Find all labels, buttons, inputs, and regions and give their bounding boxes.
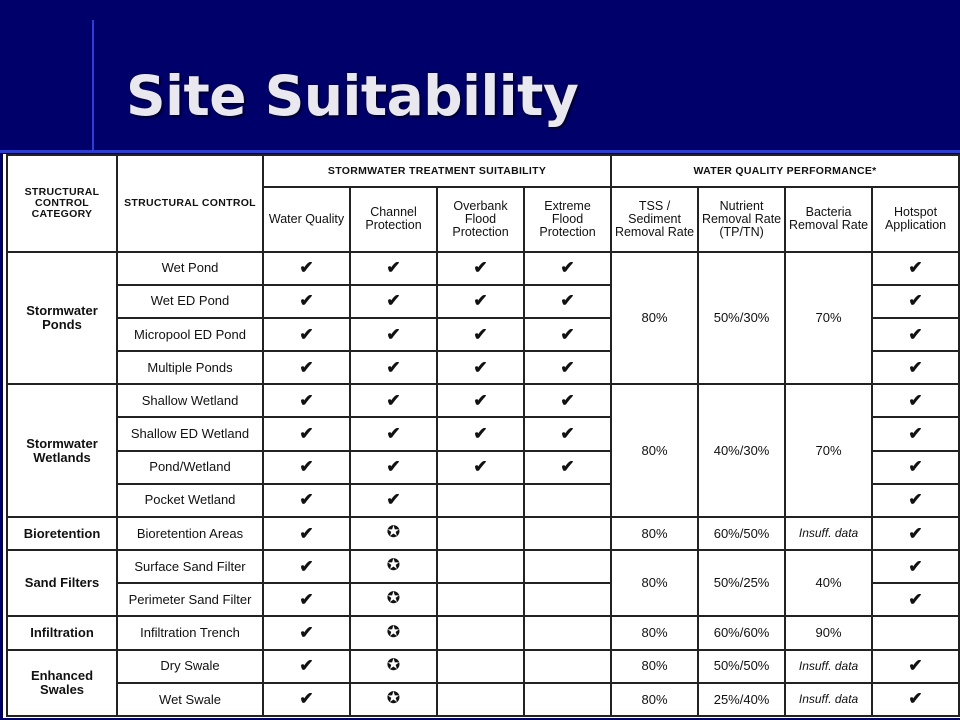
star-icon: ✪	[350, 550, 437, 583]
sand-bacteria-value: 40%	[785, 550, 872, 616]
title-vertical-rule	[92, 20, 94, 152]
check-icon: ✔	[263, 650, 350, 683]
category-sand-filters: Sand Filters	[7, 550, 117, 616]
check-icon: ✔	[524, 417, 611, 450]
empty-cell	[437, 650, 524, 683]
control-infiltration-trench: Infiltration Trench	[117, 616, 263, 649]
check-icon: ✔	[263, 616, 350, 649]
check-icon: ✔	[263, 384, 350, 417]
control-pocket-wetland: Pocket Wetland	[117, 484, 263, 517]
bioretention-nutrient-value: 60%/50%	[698, 517, 785, 550]
check-icon: ✔	[350, 252, 437, 285]
wetlands-nutrient-value: 40%/30%	[698, 384, 785, 517]
check-icon: ✔	[437, 285, 524, 318]
check-icon: ✔	[872, 451, 959, 484]
check-icon: ✔	[524, 252, 611, 285]
check-icon: ✔	[350, 285, 437, 318]
dry-swale-tss-value: 80%	[611, 650, 698, 683]
header-category: STRUCTURAL CONTROL CATEGORY	[7, 155, 117, 252]
check-icon: ✔	[524, 285, 611, 318]
header-control: STRUCTURAL CONTROL	[117, 155, 263, 252]
table-row	[7, 650, 960, 683]
check-icon: ✔	[350, 451, 437, 484]
check-icon: ✔	[263, 583, 350, 616]
table-row	[7, 517, 960, 550]
check-icon: ✔	[524, 318, 611, 351]
table-row	[7, 550, 960, 583]
bioretention-tss-value: 80%	[611, 517, 698, 550]
check-icon: ✔	[872, 285, 959, 318]
slide-title: Site Suitability	[126, 64, 579, 128]
star-icon: ✪	[350, 616, 437, 649]
check-icon: ✔	[872, 550, 959, 583]
star-icon: ✪	[350, 517, 437, 550]
check-icon: ✔	[437, 252, 524, 285]
ponds-tss-value: 80%	[611, 252, 698, 385]
check-icon: ✔	[263, 351, 350, 384]
ponds-bacteria-value: 70%	[785, 252, 872, 385]
wet-swale-bacteria-value: Insuff. data	[785, 683, 872, 716]
check-icon: ✔	[263, 417, 350, 450]
check-icon: ✔	[872, 318, 959, 351]
table-row	[7, 683, 960, 716]
header-channel-protection: Channel Protection	[350, 187, 437, 251]
check-icon: ✔	[872, 683, 959, 716]
table-row	[7, 252, 960, 285]
table-row	[7, 384, 960, 417]
check-icon: ✔	[263, 451, 350, 484]
control-pond-wetland: Pond/Wetland	[117, 451, 263, 484]
wetlands-tss-value: 80%	[611, 384, 698, 517]
control-shallow-ed-wetland: Shallow ED Wetland	[117, 417, 263, 450]
bioretention-bacteria-value: Insuff. data	[785, 517, 872, 550]
control-wet-pond: Wet Pond	[117, 252, 263, 285]
category-stormwater-wetlands: Stormwater Wetlands	[7, 384, 117, 517]
control-wet-swale: Wet Swale	[117, 683, 263, 716]
control-multiple-ponds: Multiple Ponds	[117, 351, 263, 384]
check-icon: ✔	[263, 318, 350, 351]
control-wet-ed-pond: Wet ED Pond	[117, 285, 263, 318]
check-icon: ✔	[872, 252, 959, 285]
left-edge	[0, 154, 3, 720]
table-row	[7, 616, 960, 649]
header-nutrient-removal: Nutrient Removal Rate (TP/TN)	[698, 187, 785, 251]
empty-cell	[524, 517, 611, 550]
empty-cell	[437, 583, 524, 616]
check-icon: ✔	[872, 583, 959, 616]
star-icon: ✪	[350, 650, 437, 683]
empty-cell	[437, 683, 524, 716]
check-icon: ✔	[524, 351, 611, 384]
dry-swale-nutrient-value: 50%/50%	[698, 650, 785, 683]
category-stormwater-ponds: Stormwater Ponds	[7, 252, 117, 385]
header-bacteria-removal: Bacteria Removal Rate	[785, 187, 872, 251]
wet-swale-tss-value: 80%	[611, 683, 698, 716]
check-icon: ✔	[350, 484, 437, 517]
empty-cell	[437, 517, 524, 550]
control-micropool-ed-pond: Micropool ED Pond	[117, 318, 263, 351]
check-icon: ✔	[872, 351, 959, 384]
empty-cell	[524, 683, 611, 716]
control-surface-sand-filter: Surface Sand Filter	[117, 550, 263, 583]
header-hotspot-application: Hotspot Application	[872, 187, 959, 251]
header-water-quality-performance: WATER QUALITY PERFORMANCE*	[611, 155, 959, 187]
infiltration-nutrient-value: 60%/60%	[698, 616, 785, 649]
empty-cell	[524, 550, 611, 583]
check-icon: ✔	[263, 550, 350, 583]
check-icon: ✔	[350, 384, 437, 417]
empty-cell	[437, 550, 524, 583]
check-icon: ✔	[437, 417, 524, 450]
check-icon: ✔	[263, 484, 350, 517]
title-horizontal-rule	[0, 150, 960, 153]
check-icon: ✔	[350, 351, 437, 384]
header-row-group	[7, 155, 960, 187]
header-stormwater-suitability: STORMWATER TREATMENT SUITABILITY	[263, 155, 611, 187]
check-icon: ✔	[437, 384, 524, 417]
sand-tss-value: 80%	[611, 550, 698, 616]
infiltration-bacteria-value: 90%	[785, 616, 872, 649]
ponds-nutrient-value: 50%/30%	[698, 252, 785, 385]
check-icon: ✔	[263, 252, 350, 285]
site-suitability-table	[6, 154, 960, 717]
empty-cell	[437, 484, 524, 517]
control-dry-swale: Dry Swale	[117, 650, 263, 683]
check-icon: ✔	[872, 517, 959, 550]
check-icon: ✔	[263, 517, 350, 550]
wetlands-bacteria-value: 70%	[785, 384, 872, 517]
header-tss-removal: TSS / Sediment Removal Rate	[611, 187, 698, 251]
check-icon: ✔	[350, 417, 437, 450]
suitability-table-panel	[3, 154, 960, 718]
wet-swale-nutrient-value: 25%/40%	[698, 683, 785, 716]
empty-cell	[872, 616, 959, 649]
check-icon: ✔	[872, 384, 959, 417]
sand-nutrient-value: 50%/25%	[698, 550, 785, 616]
category-bioretention: Bioretention	[7, 517, 117, 550]
check-icon: ✔	[263, 285, 350, 318]
control-bioretention-areas: Bioretention Areas	[117, 517, 263, 550]
check-icon: ✔	[524, 384, 611, 417]
check-icon: ✔	[524, 451, 611, 484]
header-water-quality: Water Quality	[263, 187, 350, 251]
infiltration-tss-value: 80%	[611, 616, 698, 649]
dry-swale-bacteria-value: Insuff. data	[785, 650, 872, 683]
star-icon: ✪	[350, 683, 437, 716]
empty-cell	[524, 583, 611, 616]
check-icon: ✔	[437, 451, 524, 484]
category-infiltration: Infiltration	[7, 616, 117, 649]
empty-cell	[524, 650, 611, 683]
check-icon: ✔	[872, 650, 959, 683]
empty-cell	[437, 616, 524, 649]
empty-cell	[524, 484, 611, 517]
check-icon: ✔	[350, 318, 437, 351]
empty-cell	[524, 616, 611, 649]
check-icon: ✔	[437, 318, 524, 351]
header-overbank-flood: Overbank Flood Protection	[437, 187, 524, 251]
check-icon: ✔	[437, 351, 524, 384]
category-enhanced-swales: Enhanced Swales	[7, 650, 117, 716]
check-icon: ✔	[872, 484, 959, 517]
header-extreme-flood: Extreme Flood Protection	[524, 187, 611, 251]
check-icon: ✔	[263, 683, 350, 716]
control-perimeter-sand-filter: Perimeter Sand Filter	[117, 583, 263, 616]
star-icon: ✪	[350, 583, 437, 616]
check-icon: ✔	[872, 417, 959, 450]
control-shallow-wetland: Shallow Wetland	[117, 384, 263, 417]
